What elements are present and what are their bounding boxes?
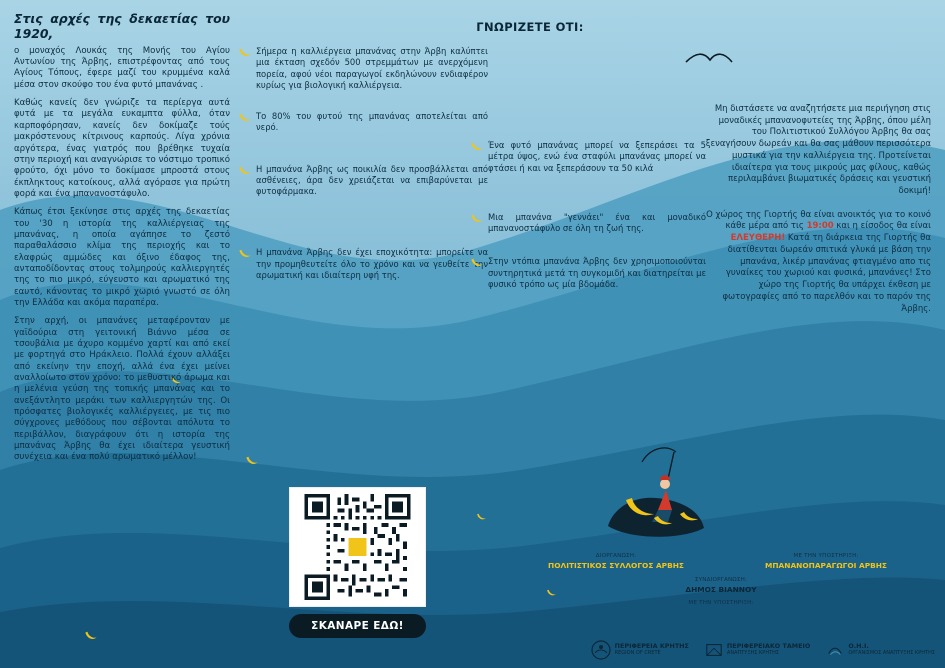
fact-text: Το 80% του φυτού της μπανάνας αποτελείται από νερό. <box>256 111 488 133</box>
fact-item <box>470 212 706 235</box>
logo-sub: REGION OF CRETE <box>614 649 661 656</box>
banana-icon <box>238 47 252 59</box>
banana-icon <box>238 165 252 177</box>
banana-icon <box>238 112 252 124</box>
support2-cell <box>511 600 931 606</box>
did-you-know-title: ΓΝΩΡΙΖΕΤΕ ΟΤΙ: <box>476 20 584 34</box>
region-crest-icon <box>591 640 611 660</box>
banana-icon <box>238 248 252 260</box>
banana-icon <box>245 455 259 467</box>
venue-free-entry: ΕΛΕΥΘΕΡΗ! <box>730 233 786 244</box>
history-paragraph: Καθώς κανείς δεν γνώριζε τα περίεργα αυτά φυτά με τα μεγάλα ευκαμπτα φύλλα, όταν καρποφόρησαν, κανείς δεν δοκίμαζε τούς μακρόστενους κίτρινους καρπούς. Λίγα χρόνια αργότερα, ένας γιατρός που βρέθηκε τυχαία στην περιοχή και αναγνώρισε το νόστιμο τροπικό φρούτο, όχι μόνο το δοκίμασε μπροστά στους έκπληκτους κατοίκους, αλλά αγόρασε για πρώτη φορά και ένα μπανανοστάφυλο. <box>14 98 230 199</box>
banana-icon <box>84 630 98 642</box>
banana-icon <box>470 213 484 225</box>
venue-time: 19:00 <box>806 221 834 232</box>
fact-text: Μια μπανάνα "γεννάει" ένα και μοναδικό μπανανοστάφυλο σε όλη τη ζωή της. <box>488 211 706 233</box>
fact-text: Ένα φυτό μπανάνας μπορεί να ξεπεράσει τα 5 μέτρα ύψος, ενώ ένα σταφύλι μπανάνας μπορεί να φτάσει ή και να ξεπεράσουν τα 50 κιλά <box>488 140 706 173</box>
venue-paragraph <box>703 210 931 315</box>
logo-name: Ο.Η.Ι. <box>848 642 869 651</box>
fund-icon <box>705 641 723 659</box>
logos-row <box>591 640 935 660</box>
support-label: ΜΕ ΤΗΝ ΥΠΟΣΤΗΡΙΞΗ: <box>793 553 859 559</box>
fact-text: Σήμερα η καλλιέργεια μπανάνας στην Άρβη καλύπτει μια έκταση σχεδόν 500 στρεμμάτων με ανερχόμενη πορεία, αφού νέοι παραγωγοί εκδηλώνουν ενδιαφέρον κυρίως για βιολογική καλλιέργεια. <box>256 46 488 90</box>
history-column <box>14 12 230 471</box>
organizer-label: ΔΙΟΡΓΑΝΩΣΗ: <box>595 553 637 559</box>
logo-region-of-crete <box>591 640 689 660</box>
logo-sub: ΑΝΑΠΤΥΞΗΣ ΚΡΗΤΗΣ <box>726 649 780 656</box>
tour-paragraph: Μη διστάσετε να αναζητήσετε μια περιήγηση στις μοναδικές μπανανοφυτείες της Άρβης, όπου μέλη του Πολιτιστικού Συλλόγου Άρβης θα σας ξεναγήσουν δωρεάν και θα σας μάθουν περισσότερα μυστικά για την καλλιέργεια της. Προτείνεται ιδιαίτερα για τους μικρούς μας φίλους, καθώς περιλαμβάνει βιωματικές δράσεις και γευστική δοκιμή! <box>705 104 931 197</box>
cosupport-value: ΔΗΜΟΣ ΒΙΑΝΝΟΥ <box>685 585 757 594</box>
facts-column-left <box>238 46 488 301</box>
fact-item <box>238 247 488 281</box>
cosupport-label: ΣΥΝΔΙΟΡΓΑΝΩΣΗ: <box>694 577 748 583</box>
scan-here-button[interactable]: ΣΚΑΝΑΡΕ ΕΔΩ! <box>289 614 426 638</box>
fact-item <box>470 256 706 290</box>
credits-block <box>511 553 931 606</box>
history-paragraph: Κάπως έτσι ξεκίνησε στις αρχές της δεκαετίας του '30 η ιστορία της καλλιέργειας της μπανάνας, η οποία αγάπησε το ζεστό παραθαλάσσιο κλίμα της περιοχής και το ελαφρώς αμμώδες και όξινο έδαφος της, ανταποδίδοντας στους τολμηρούς καλλιεργητές της το πιο μικρό, εύγευστο και αρωματικό της εαυτό, κάνοντας το μικρό χωριό γνωστό σε όλη την Ελλάδα και ακόμα παραπέρα. <box>14 207 230 308</box>
qr-code-image[interactable] <box>296 494 419 600</box>
fact-item <box>238 164 488 198</box>
organizer-value: ΠΟΛΙΤΙΣΤΙΚΟΣ ΣΥΛΛΟΓΟΣ ΑΡΒΗΣ <box>548 561 684 570</box>
venue-text-1: Ο χώρος της Γιορτής θα είναι ανοικτός για το κοινό κάθε μέρα από τις <box>706 209 931 232</box>
history-paragraph: ο μοναχός Λουκάς της Μονής του Αγίου Αντωνίου της Άρβης, επιστρέφοντας από τους Αγίους Τόπους, έφερε μαζί του κρυμμένα καλά μέσα στον σκούφο του ένα φυτό μπανάνας . <box>14 45 230 90</box>
fact-item <box>238 46 488 91</box>
banana-icon <box>470 257 484 269</box>
oak-icon <box>826 641 844 659</box>
fact-text: Η μπανάνα Άρβης δεν έχει εποχικότητα: μπορείτε να την προμηθευτείτε όλο το χρόνο και να γευθείτε την αρωματική και ιδιαίτερη υφή της. <box>256 247 488 280</box>
facts-column-right <box>470 140 706 310</box>
visit-column <box>703 104 931 327</box>
logo-sub: ΟΡΓΑΝΙΣΜΟΣ ΑΝΑΠΤΥΞΗΣ ΚΡΗΤΗΣ <box>848 649 935 656</box>
fact-text: Στην ντόπια μπανάνα Άρβης δεν χρησιμοποιούνται συντηρητικά μετά τη συγκομιδή και διατηρείται με φυσικό τρόπο ως μία βδομάδα. <box>488 256 706 289</box>
support-cell <box>721 553 931 570</box>
fact-item <box>470 140 706 174</box>
logo-text <box>727 643 810 656</box>
history-heading: Στις αρχές της δεκαετίας του 1920, <box>14 11 230 41</box>
logo-name: ΠΕΡΙΦΕΡΕΙΑ ΚΡΗΤΗΣ <box>614 642 689 651</box>
organizer-cell <box>511 553 721 570</box>
logo-text <box>848 643 935 656</box>
history-paragraph: Στην αρχή, οι μπανάνες μεταφέρονταν με γαϊδούρια στη γειτονική Βιάννο μέσα σε τσουβάλια με άχυρο κομμένο χαρτί και από εκεί με φορτηγά στο Ηράκλειο. Πολλά έχουν αλλάξει από εκείνην την εποχή, αλλά ένα έχει μείνει αναλλοίωτο στον χρόνο: το μεθυστικό άρωμα και η μελένια γεύση της τοπικής μπανάνας και το ανεξάντλητο μεράκι των καλλιεργητών της. Οι πρόσφατες βιολογικές καλλιέργειες, με τις πιο σύγχρονες μεθόδους που σέβονται απόλυτα το περιβάλλον, διαγράφουν ότι η ιστορία της μπανάνας Άρβης θα έχει ιδιαίτερα γευστική συνέχεια και ένα πολύ αρωματικό μέλλον! <box>14 316 230 463</box>
credits-row-main <box>511 553 931 570</box>
venue-text-2: και η είσοδος θα είναι <box>833 221 931 232</box>
logo-name: ΠΕΡΙΦΕΡΕΙΑΚΟ ΤΑΜΕΙΟ <box>726 642 811 651</box>
support-value: ΜΠΑΝΑΝΟΠΑΡΑΓΩΓΟΙ ΑΡΒΗΣ <box>765 561 887 570</box>
logo-text <box>615 643 689 656</box>
fact-item <box>238 111 488 134</box>
support2-label: ΜΕ ΤΗΝ ΥΠΟΣΤΗΡΙΞΗ: <box>688 600 754 606</box>
logo-regional-fund <box>705 641 810 659</box>
logo-oak <box>826 641 935 659</box>
fisherman-illustration <box>596 418 716 548</box>
venue-text-3: Κατά τη διάρκεια της Γιορτής θα διατίθενται δωρεάν σπιτικά γλυκά με βάση την μπανάνα, λικέρ μπανάνας φτιαγμένο απο τις γυναίκες του χωριού και φυσικά, μπανάνες! Στο χώρο της Γιορτής θα υπάρχει έκθεση με φωτογραφίες από το παρελθόν και το παρόν της Άρβης. <box>722 233 931 314</box>
fact-text: Η μπανάνα Άρβης ως ποικιλία δεν προσβάλλεται από ασθένειες, άρα δεν χρειάζεται να επιβαρύνεται με φυτοφάρμακα. <box>256 163 488 196</box>
banana-icon <box>476 512 487 522</box>
cosupport-cell <box>511 577 931 594</box>
qr-code[interactable] <box>289 487 426 607</box>
banana-icon <box>470 141 484 153</box>
qr-section[interactable] <box>289 487 426 638</box>
